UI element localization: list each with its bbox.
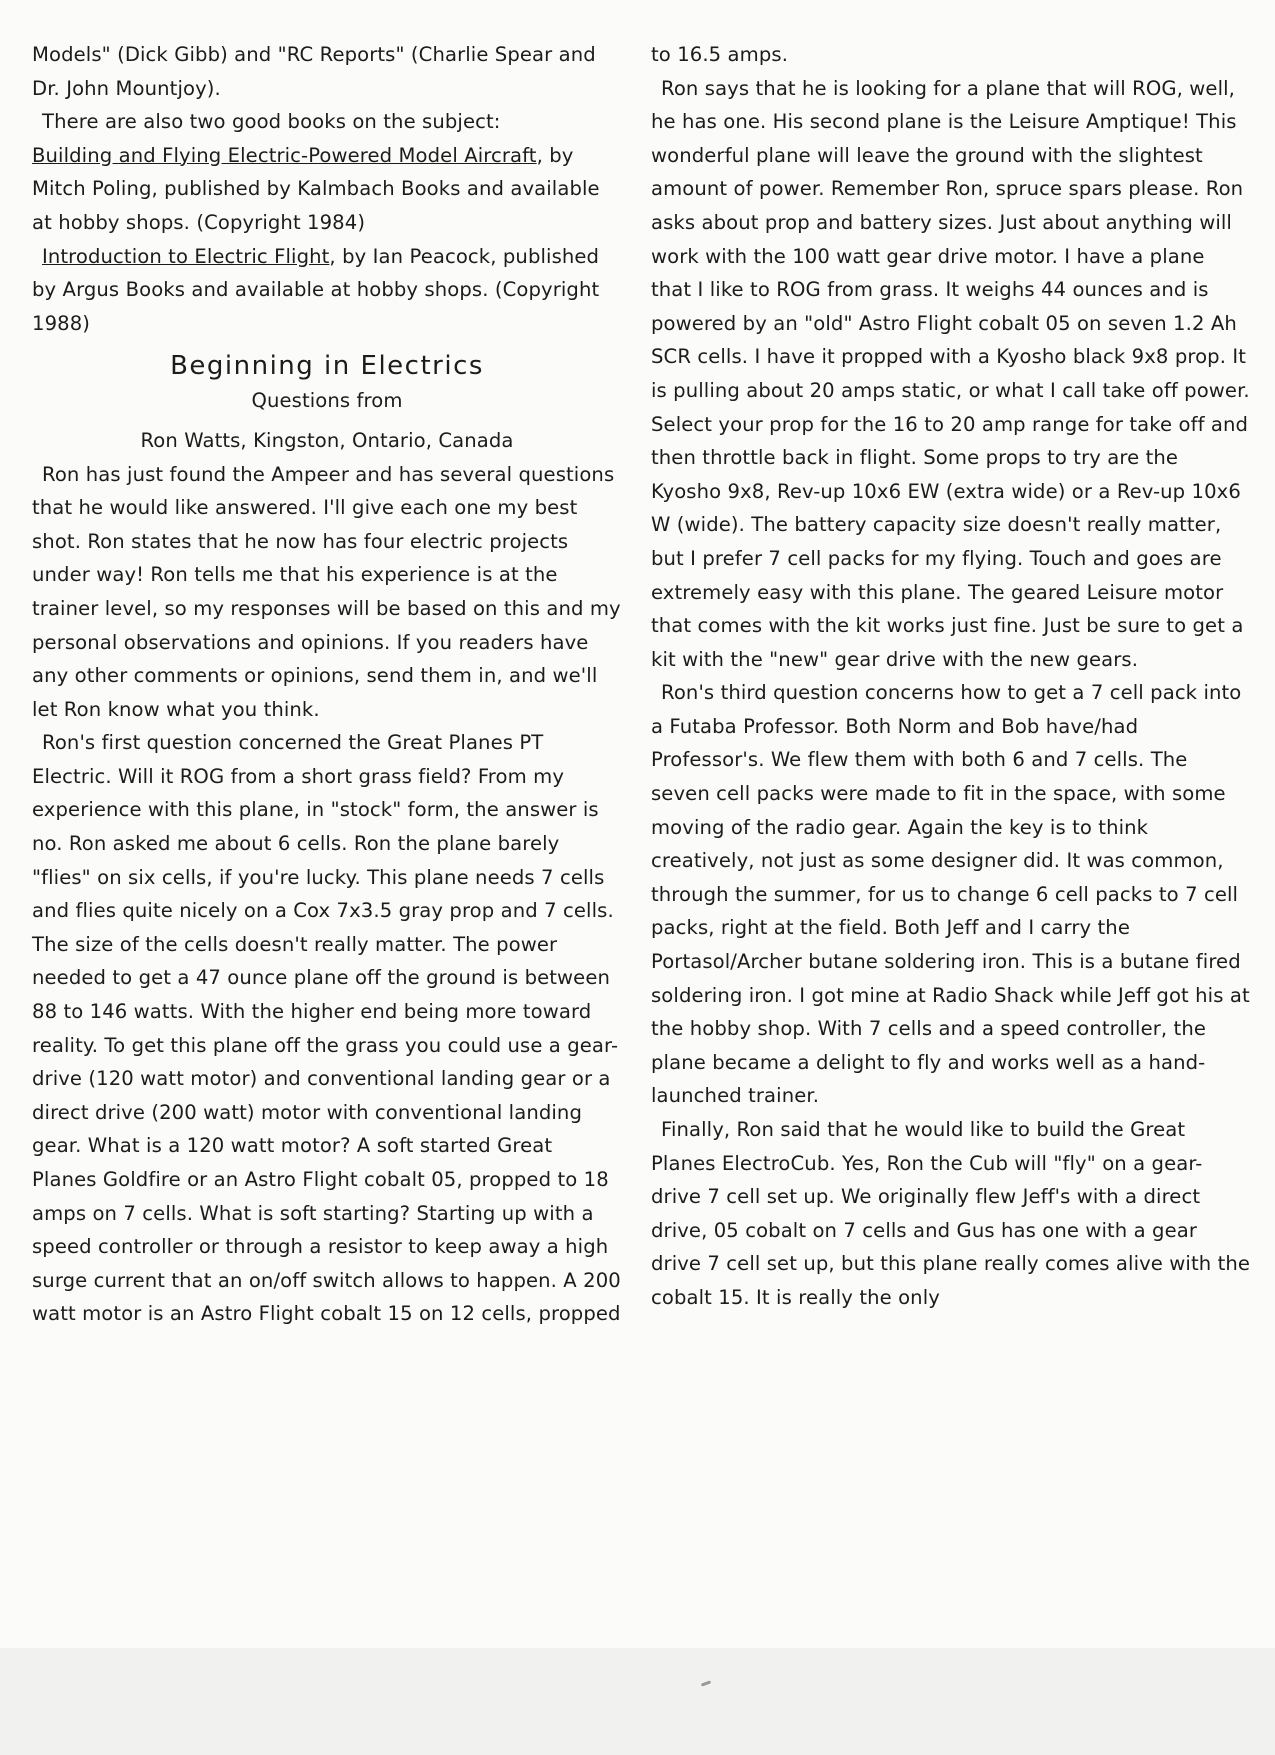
article-subheading: Questions from bbox=[251, 389, 403, 413]
paragraph-third-question: Ron's third question concerns how to get a 7 cell pack into a Futaba Professor. Both Norm and Bob have/had Professor's. We flew them with both 6 and 7 cells. The seven cell packs were made to fit in the space, with some moving of the radio gear. Again the key is to think creatively, not just as some designer did. It was common, through the summer, for us to change 6 cell packs to 7 cell packs, right at the field. Both Jeff and I carry the Portasol/Archer butane soldering iron. This is a butane fired soldering iron. I got mine at Radio Shack while Jeff got his at the hobby shop. With 7 cells and a speed controller, the plane became a delight to fly and works well as a hand-launched trainer. bbox=[651, 681, 1250, 1108]
books-intro: There are also two good books on the subject: bbox=[42, 110, 501, 134]
paragraph-continuation: to 16.5 amps. bbox=[651, 43, 789, 66]
scan-bottom-margin bbox=[0, 1648, 1275, 1755]
paragraph-first-question: Ron's first question concerned the Great Planes PT Electric. Will it ROG from a short grass field? From my experience with this plane, in "stock" form, the answer is no. Ron asked me about 6 cells. Ron the plane barely "flies" on six cells, if you're lucky. This plane needs 7 cells and flies quite nicely on a Cox 7x3.5 gray prop and 7 cells. The size of the cells doesn't really matter. The power needed to get a 47 ounce plane off the ground is between 88 to 146 watts. With the higher end being more toward reality. To get this plane off the grass you could use a gear-drive (120 watt motor) and conventional landing gear or a direct drive (200 watt) motor with conventional landing gear. What is a 120 watt motor? A soft started Great Planes Goldfire or an Astro Flight cobalt 05, propped to 18 amps on 7 cells. What is soft starting? Starting up with a speed controller or through a resistor to keep away a high surge current that an on/off switch allows to happen. A 200 watt motor is an Astro Flight cobalt 15 on 12 cells, propped bbox=[32, 731, 621, 1326]
article-heading: Beginning in Electrics bbox=[170, 351, 484, 382]
article-byline: Ron Watts, Kingston, Ontario, Canada bbox=[140, 428, 514, 452]
book-title-peacock: Introduction to Electric Flight bbox=[42, 244, 330, 268]
paragraph-intro: Ron has just found the Ampeer and has several questions that he would like answered. I'll give each one my best shot. Ron states that he now has four electric projects under way! Ron tells me that his experience is at the trainer level, so my responses will be based on this and my personal observations and opinions. If you readers have any other comments or opinions, send them in, and we'll let Ron know what you think. bbox=[32, 462, 621, 721]
paragraph-books bbox=[32, 105, 622, 239]
book-details-peacock: , by Ian Peacock, published by Argus Books and available at hobby shops. (Copyright 1988) bbox=[32, 244, 600, 335]
paragraph-final-question: Finally, Ron said that he would like to build the Great Planes ElectroCub. Yes, Ron the Cub will "fly" on a gear-drive 7 cell set up. We originally flew Jeff's with a direct drive, 05 cobalt on 7 cells and Gus has one with a gear drive 7 cell set up, but this plane really comes alive with the cobalt 15. It is really the only bbox=[651, 1118, 1251, 1309]
right-column bbox=[651, 38, 1251, 1315]
paragraph-publications: Models" (Dick Gibb) and "RC Reports" (Charlie Spear and Dr. John Mountjoy). bbox=[32, 43, 596, 100]
left-column bbox=[32, 38, 622, 1331]
paragraph-second-question: Ron says that he is looking for a plane that will ROG, well, he has one. His second plane is the Leisure Amptique! This wonderful plane will leave the ground with the slightest amount of power. Remember Ron, spruce spars please. Ron asks about prop and battery sizes. Just about anything will work with the 100 watt gear drive motor. I have a plane that I like to ROG from grass. It weighs 44 ounces and is powered by an "old" Astro Flight cobalt 05 on seven 1.2 Ah SCR cells. I have it propped with a Kyosho black 9x8 prop. It is pulling about 20 amps static, or what I call take off power. Select your prop for the 16 to 20 amp range for take off and then throttle back in flight. Some props to try are the Kyosho 9x8, Rev-up 10x6 EW (extra wide) or a Rev-up 10x6 W (wide). The battery capacity size doesn't really matter, but I prefer 7 cell packs for my flying. Touch and goes are extremely easy with this plane. The geared Leisure motor that comes with the kit works just fine. Just be sure to get a kit with the "new" gear drive with the new gears. bbox=[651, 76, 1250, 671]
paragraph-book-peacock bbox=[32, 240, 622, 341]
book-details-poling: , by Mitch Poling, published by Kalmbach Books and available at hobby shops. (Copyright 1984) bbox=[32, 143, 600, 234]
book-title-poling: Building and Flying Electric-Powered Model Aircraft bbox=[32, 143, 537, 167]
